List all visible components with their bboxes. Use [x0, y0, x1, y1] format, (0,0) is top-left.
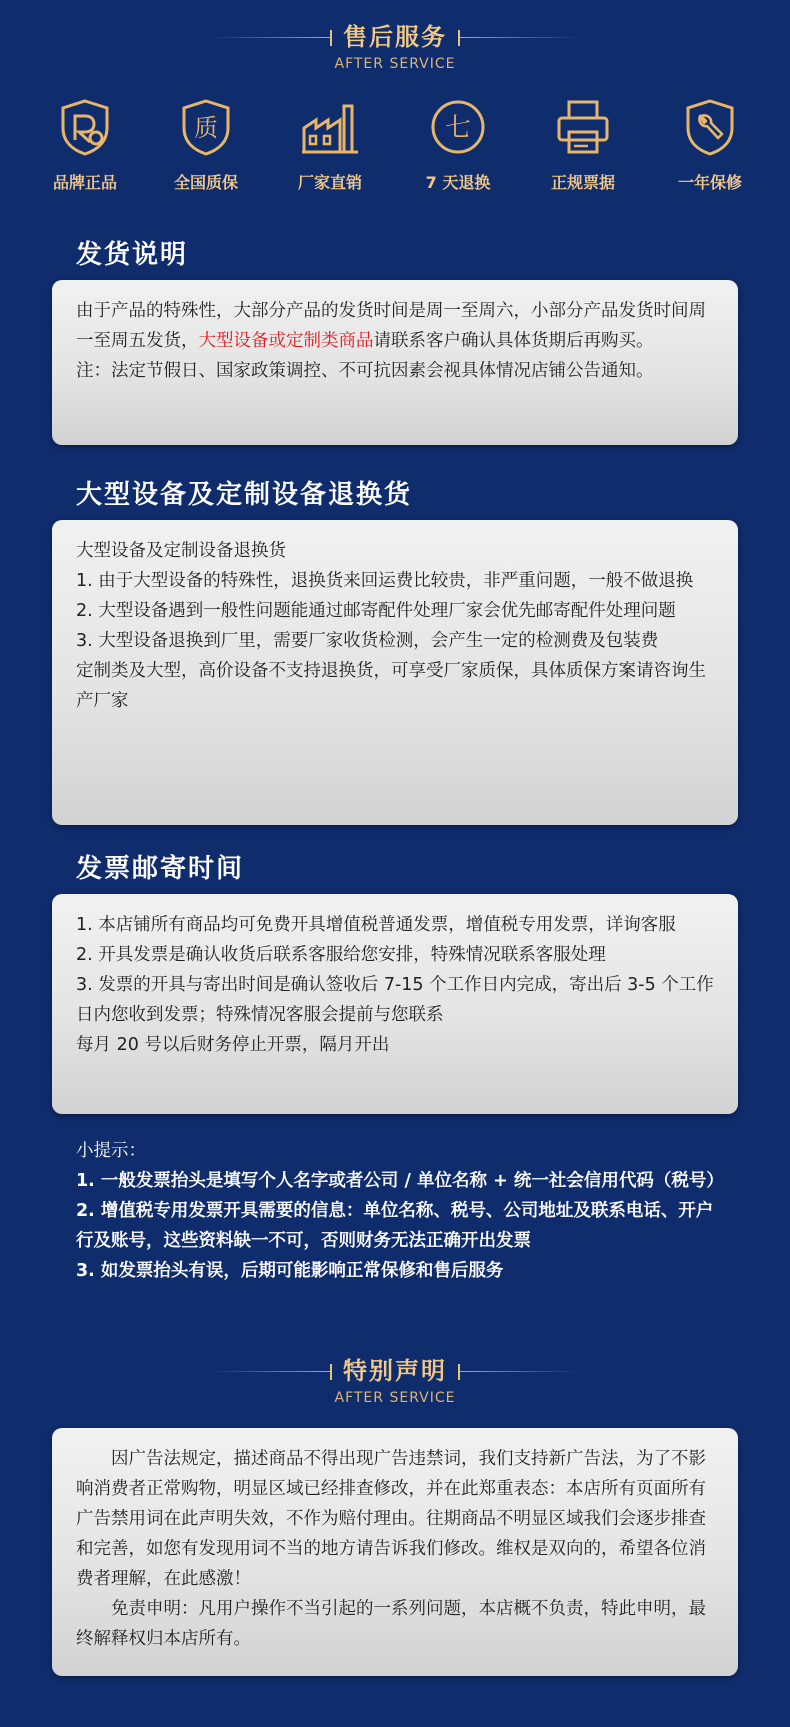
special-subtitle: AFTER SERVICE: [334, 1390, 456, 1406]
banner-divider-right: [460, 37, 580, 38]
service-label: 7 天退换: [425, 173, 491, 192]
shipping-section-title: 发货说明: [76, 240, 189, 270]
after-service-banner: [0, 20, 790, 72]
banner-bar-right: [458, 30, 460, 46]
returns-card: [52, 520, 738, 825]
brand-shield-icon: [57, 98, 113, 156]
wrench-shield-icon: [682, 98, 738, 156]
service-icons-row: [0, 98, 790, 208]
invoice-line: 每月 20 号以后财务停止开票，隔月开出: [76, 1035, 390, 1055]
returns-line: 3. 大型设备退换到厂里，需要厂家收货检测，会产生一定的检测费及包装费: [76, 631, 659, 651]
printer-icon: [555, 98, 611, 156]
banner-divider-right: [460, 1371, 580, 1372]
shipping-description: [76, 296, 714, 356]
service-label: 厂家直销: [297, 173, 362, 192]
special-paragraph: 因广告法规定，描述商品不得出现广告违禁词，我们支持新广告法，为了不影响消费者正常购物，明显区域已经排查修改，并在此郑重表态：本店所有页面所有广告禁用词在此声明失效，不作为赔付理由。往期商品不明显区域我们会逐步排查和完善，如您有发现用词不当的地方请告诉我们修改。维权是双向的，希望各位消费者理解，在此感激！: [76, 1449, 706, 1589]
tip-line: 2. 增值税专用发票开具需要的信息：单位名称、税号、公司地址及联系电话、开户行及账号，这些资料缺一不可，否则财务无法正确开出发票: [76, 1201, 714, 1251]
special-statement-card: [52, 1428, 738, 1676]
service-label: 全国质保: [173, 173, 238, 192]
invoice-section-title: 发票邮寄时间: [76, 854, 245, 884]
invoice-card: [52, 894, 738, 1114]
svg-text:质: 质: [194, 114, 218, 142]
svg-text:七: 七: [444, 113, 472, 143]
banner-divider-left: [210, 1371, 330, 1372]
service-item-repair: [650, 98, 770, 193]
service-item-brand: [25, 98, 145, 193]
banner-subtitle: AFTER SERVICE: [334, 56, 456, 72]
shipping-card: [52, 280, 738, 445]
service-label: 正规票据: [550, 173, 615, 192]
invoice-line: 1. 本店铺所有商品均可免费开具增值税普通发票，增值税专用发票，详询客服: [76, 915, 676, 935]
service-item-invoice: [523, 98, 643, 193]
banner-bar-left: [330, 30, 332, 46]
service-label: 一年保修: [677, 173, 742, 192]
returns-line: 大型设备及定制设备退换货: [76, 541, 286, 561]
invoice-line: 2. 开具发票是确认收货后联系客服给您安排，特殊情况联系客服处理: [76, 945, 606, 965]
shipping-text-end: 请联系客户确认具体货期后再购买。: [373, 331, 654, 351]
banner-divider-left: [210, 37, 330, 38]
special-statement-banner: [0, 1354, 790, 1406]
tips-heading: 小提示：: [76, 1141, 146, 1161]
special-title: 特别声明: [343, 1357, 447, 1385]
tips-block: [76, 1136, 726, 1286]
factory-icon: [300, 98, 360, 156]
quality-shield-icon: [178, 98, 234, 156]
service-item-factory: [270, 98, 390, 193]
tip-line: 3. 如发票抬头有误，后期可能影响正常保修和售后服务: [76, 1261, 504, 1281]
banner-bar-right: [458, 1364, 460, 1380]
service-item-seven-days: [398, 98, 518, 193]
service-item-warranty: [146, 98, 266, 193]
banner-title: 售后服务: [343, 23, 447, 51]
invoice-line: 3. 发票的开具与寄出时间是确认签收后 7-15 个工作日内完成，寄出后 3-5 个工作日内您收到发票；特殊情况客服会提前与您联系: [76, 975, 714, 1025]
returns-section-title: 大型设备及定制设备退换货: [76, 480, 413, 510]
banner-bar-left: [330, 1364, 332, 1380]
returns-line: 2. 大型设备遇到一般性问题能通过邮寄配件处理厂家会优先邮寄配件处理问题: [76, 601, 676, 621]
shipping-note: 注：法定节假日、国家政策调控、不可抗因素会视具体情况店铺公告通知。: [76, 361, 654, 381]
returns-line: 1. 由于大型设备的特殊性，退换货来回运费比较贵，非严重问题，一般不做退换: [76, 571, 694, 591]
service-label: 品牌正品: [52, 173, 117, 192]
seven-days-icon: [429, 98, 487, 156]
returns-line: 定制类及大型，高价设备不支持退换货，可享受厂家质保，具体质保方案请咨询生产厂家: [76, 661, 706, 711]
shipping-text: 由于产品的特殊性，大部分产品的发货时间是周一至周六，小部分产品发货时间周一至周五发货，: [76, 301, 706, 351]
disclaimer-paragraph: 免责申明：凡用户操作不当引起的一系列问题，本店概不负责，特此申明，最终解释权归本店所有。: [76, 1599, 706, 1649]
shipping-highlight: 大型设备或定制类商品: [198, 331, 374, 351]
tip-line: 1. 一般发票抬头是填写个人名字或者公司 / 单位名称 + 统一社会信用代码（税号）: [76, 1171, 724, 1191]
